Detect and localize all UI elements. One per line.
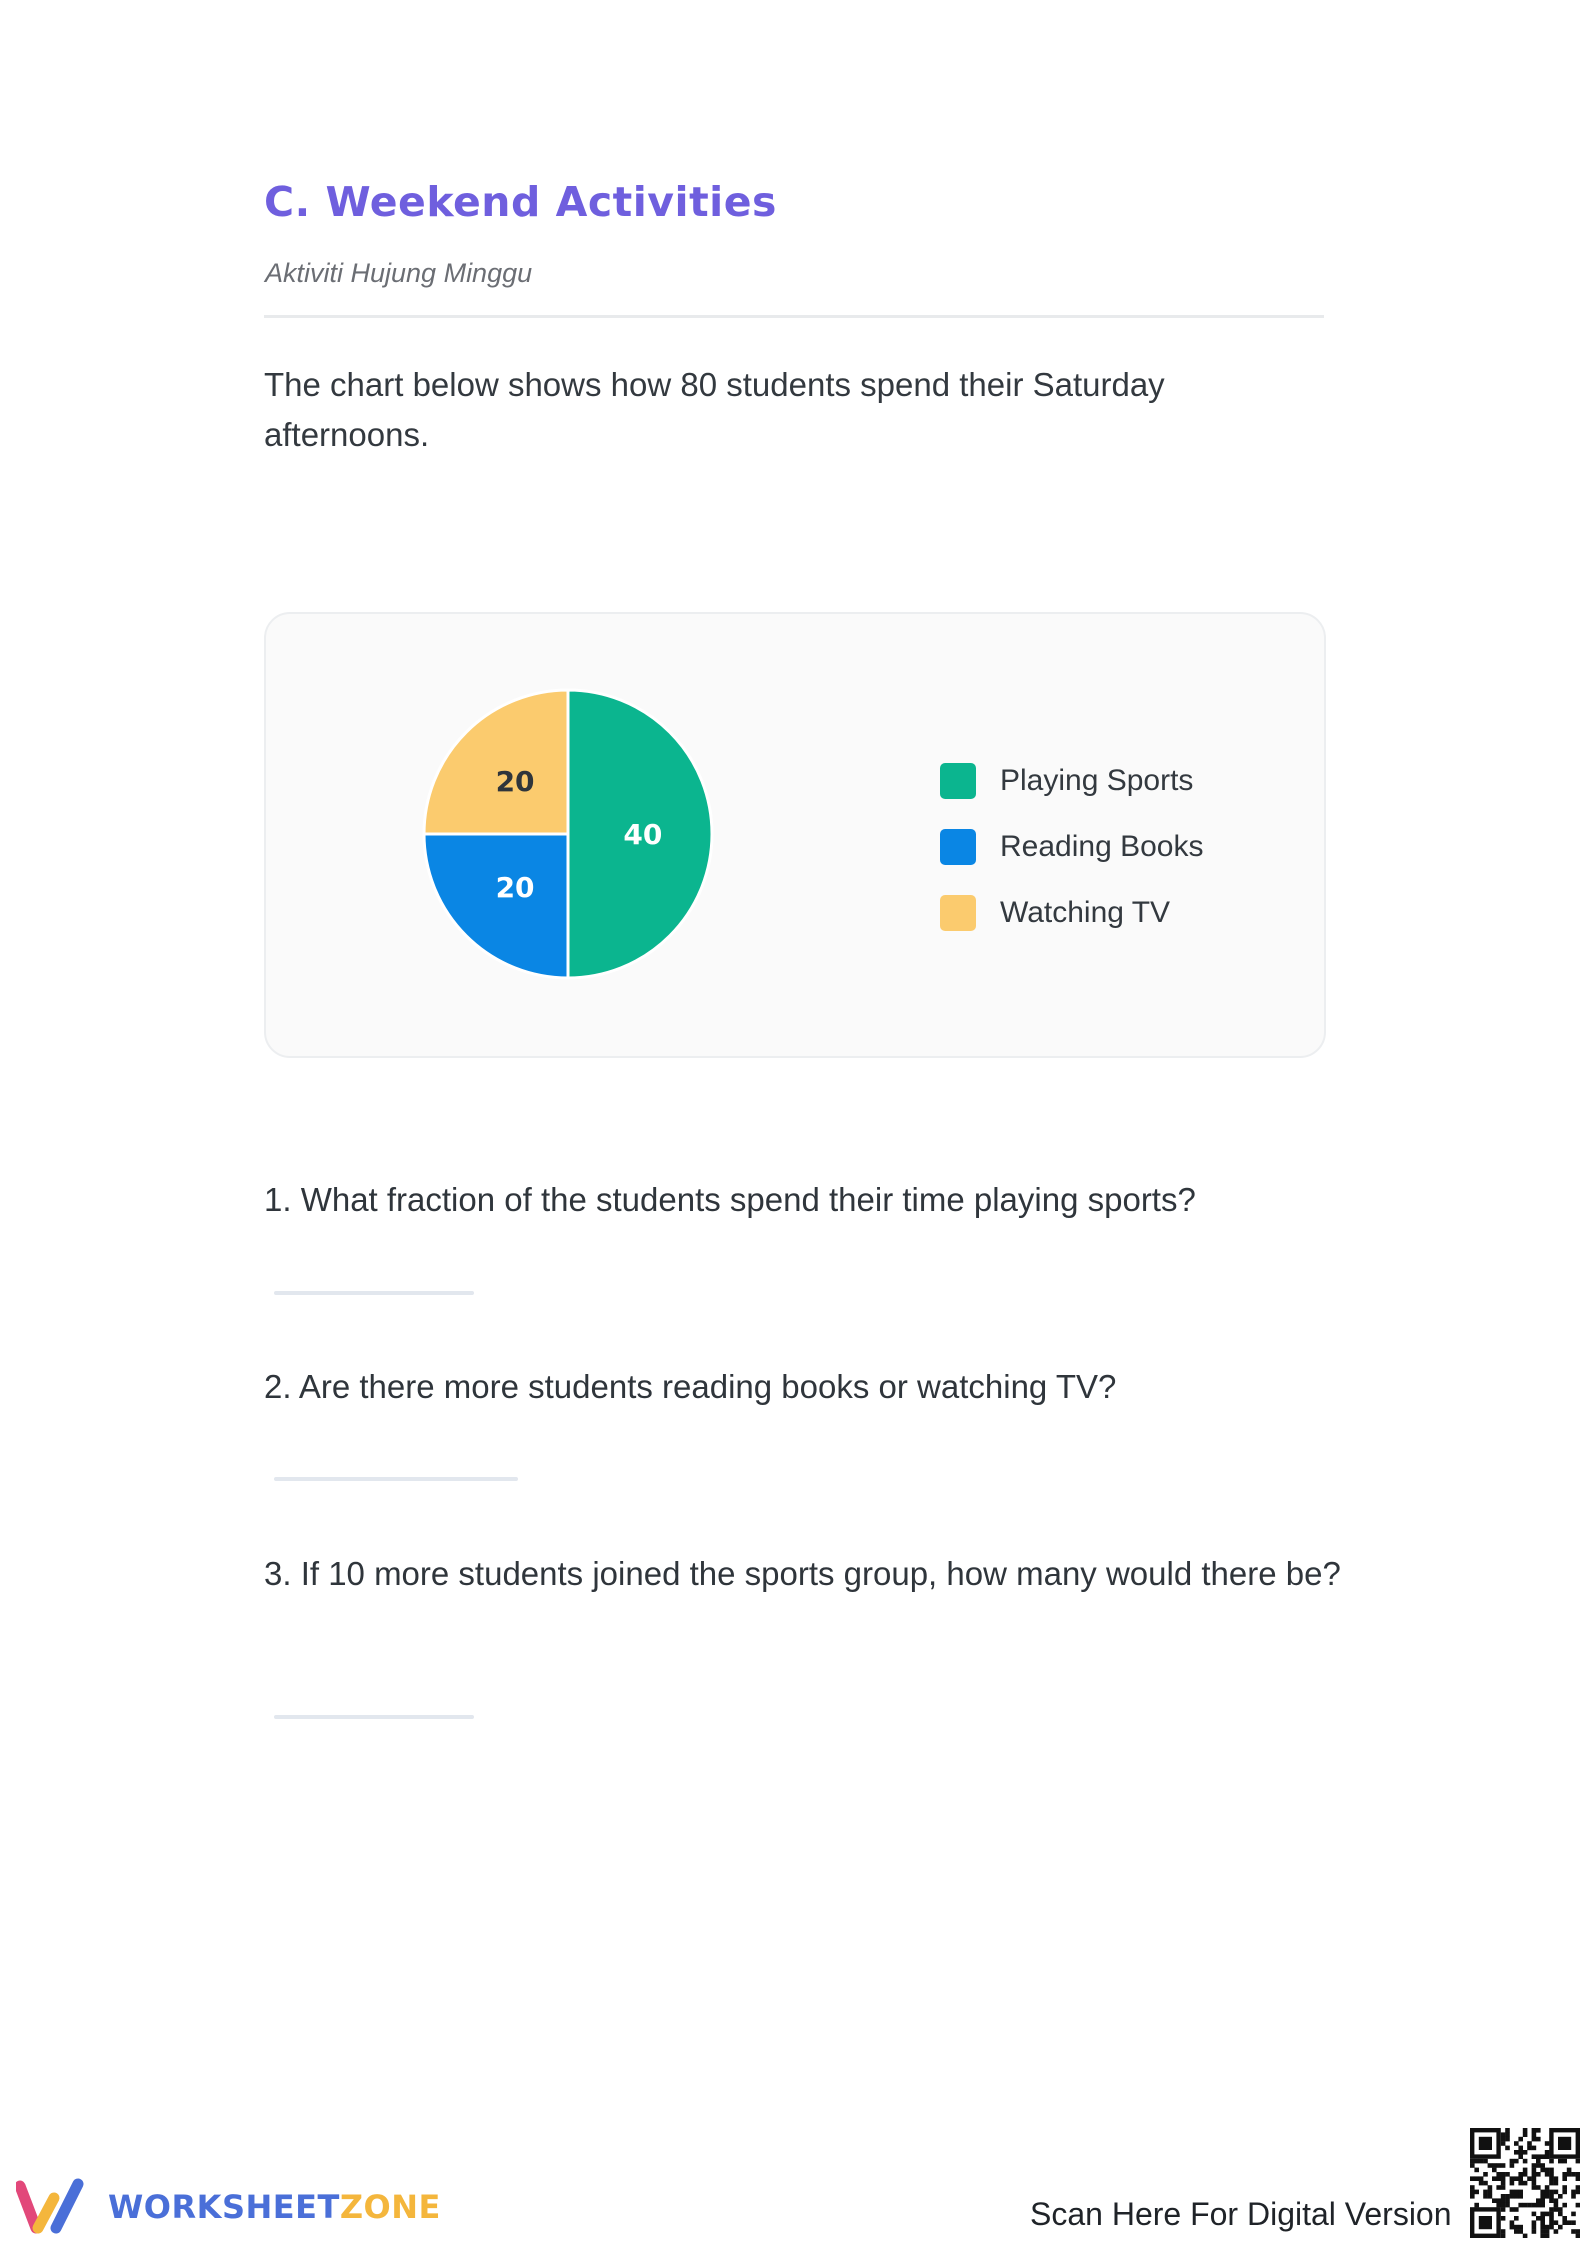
legend-item: [940, 880, 1203, 946]
legend-swatch: [940, 763, 976, 799]
brand-worksheet: WORKSHEET: [108, 2188, 340, 2226]
answer-line-2[interactable]: [274, 1477, 518, 1481]
pie-slice-watching-tv: [424, 690, 568, 834]
legend-label: Playing Sports: [1000, 764, 1194, 797]
legend-label: Reading Books: [1000, 830, 1204, 863]
question-3: 3. If 10 more students joined the sports group, how many would there be?: [264, 1555, 1341, 1592]
intro-text: The chart below shows how 80 students spend their Saturday afternoons.: [264, 366, 1165, 453]
section-title: C. Weekend Activities: [264, 178, 777, 226]
pie-data-label: 40: [623, 818, 663, 851]
legend-label: Watching TV: [1000, 896, 1171, 929]
question-1: 1. What fraction of the students spend their time playing sports?: [264, 1181, 1196, 1218]
footer-logo[interactable]: [16, 2178, 441, 2236]
legend-swatch: [940, 895, 976, 931]
worksheetzone-logo-icon: [16, 2178, 94, 2236]
section-subtitle: Aktiviti Hujung Minggu: [265, 258, 533, 288]
divider: [264, 315, 1324, 318]
legend-swatch: [940, 829, 976, 865]
answer-line-3[interactable]: [274, 1715, 474, 1719]
pie-slice-reading-books: [424, 834, 568, 978]
legend-item: [940, 748, 1203, 814]
brand-zone: ZONE: [339, 2188, 441, 2226]
legend-item: [940, 814, 1203, 880]
question-2: 2. Are there more students reading books or watching TV?: [264, 1368, 1117, 1405]
chart-legend: [940, 748, 1203, 946]
answer-line-1[interactable]: [274, 1291, 474, 1295]
scan-text: Scan Here For Digital Version: [1030, 2196, 1452, 2232]
pie-data-label: 20: [495, 870, 535, 904]
qr-code-icon[interactable]: [1470, 2128, 1580, 2238]
chart-card: [264, 612, 1326, 1058]
pie-data-label: 20: [495, 765, 535, 799]
